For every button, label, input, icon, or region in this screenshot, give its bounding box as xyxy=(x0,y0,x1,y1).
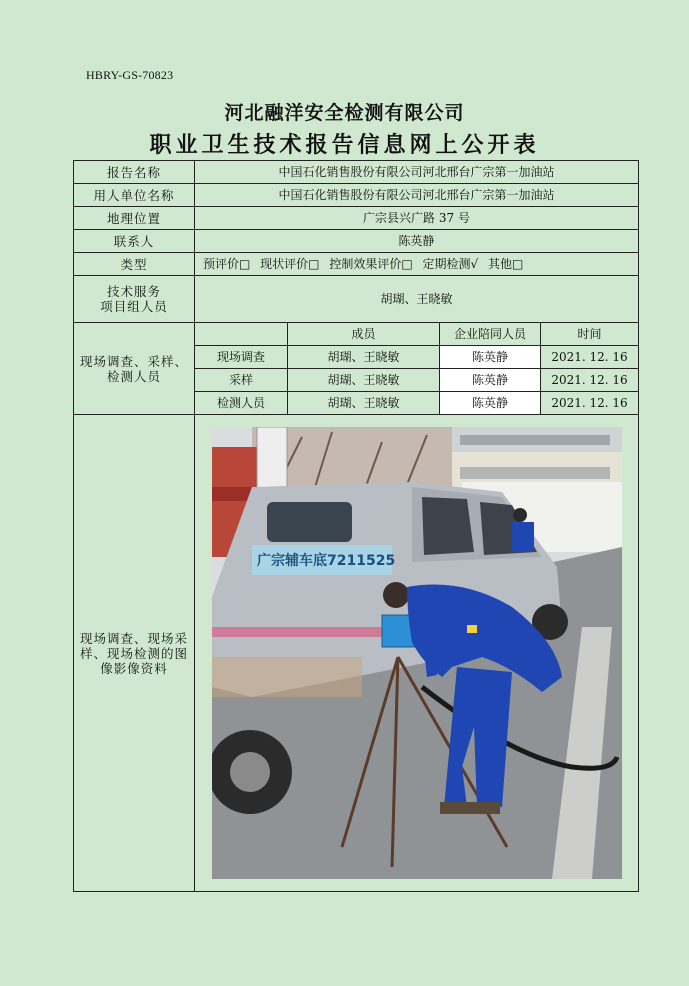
survey-members: 胡瑚、王晓敏 xyxy=(288,346,440,369)
station-pillar xyxy=(257,427,287,492)
employer-value: 中国石化销售股份有限公司河北邢台广宗第一加油站 xyxy=(195,184,639,207)
report-name-label: 报告名称 xyxy=(74,161,195,184)
images-label xyxy=(74,415,195,892)
images-label-line3: 像影像资料 xyxy=(100,660,168,676)
row-team xyxy=(74,276,639,323)
type-option-control-effect: 控制效果评价□ xyxy=(329,256,413,271)
type-label: 类型 xyxy=(74,253,195,276)
page-title: 职业卫生技术报告信息网上公开表 xyxy=(149,132,540,158)
row-location xyxy=(74,207,639,230)
images-label-line2: 样、现场检测的图 xyxy=(79,645,188,661)
survey-escort: 陈英静 xyxy=(440,369,541,392)
survey-date: 2021. 12. 16 xyxy=(541,369,639,392)
survey-date: 2021. 12. 16 xyxy=(541,392,639,415)
document-code: HBRY-GS-70823 xyxy=(86,68,174,82)
survey-role: 现场调查 xyxy=(195,346,288,369)
survey-header-row xyxy=(74,323,639,346)
type-options xyxy=(195,253,639,276)
survey-members: 胡瑚、王晓敏 xyxy=(288,392,440,415)
images-label-line1: 现场调查、现场采 xyxy=(79,630,188,646)
type-option-pre-evaluation: 预评价□ xyxy=(203,256,251,271)
row-employer xyxy=(74,184,639,207)
team-label-line1: 技术服务 xyxy=(106,284,161,299)
team-label-line2: 项目组人员 xyxy=(100,299,168,314)
row-images xyxy=(74,415,639,892)
row-type xyxy=(74,253,639,276)
survey-label-line1: 现场调查、采样、 xyxy=(79,353,188,369)
employer-label: 用人单位名称 xyxy=(74,184,195,207)
type-option-status-evaluation: 现状评价□ xyxy=(260,256,320,271)
report-table xyxy=(73,160,639,892)
survey-escort: 陈英静 xyxy=(440,346,541,369)
location-value: 广宗县兴广路 37 号 xyxy=(195,207,639,230)
survey-header-members: 成员 xyxy=(288,323,440,346)
site-photo xyxy=(212,427,622,879)
survey-header-blank xyxy=(195,323,288,346)
row-report-name xyxy=(74,161,639,184)
survey-date: 2021. 12. 16 xyxy=(541,346,639,369)
company-name: 河北融洋安全检测有限公司 xyxy=(224,102,465,124)
survey-members: 胡瑚、王晓敏 xyxy=(288,369,440,392)
photo-cell xyxy=(195,415,639,892)
team-label xyxy=(74,276,195,323)
survey-role: 采样 xyxy=(195,369,288,392)
contact-label: 联系人 xyxy=(74,230,195,253)
survey-header-date: 时间 xyxy=(541,323,639,346)
type-option-other: 其他□ xyxy=(488,256,524,271)
survey-escort: 陈英静 xyxy=(440,392,541,415)
truck-plate: 广宗辅车底7211525 xyxy=(256,553,395,569)
survey-role: 检测人员 xyxy=(195,392,288,415)
row-contact xyxy=(74,230,639,253)
report-name-value: 中国石化销售股份有限公司河北邢台广宗第一加油站 xyxy=(195,161,639,184)
survey-label xyxy=(74,323,195,415)
survey-header-escort: 企业陪同人员 xyxy=(440,323,541,346)
team-value: 胡瑚、王晓敏 xyxy=(195,276,639,323)
location-label: 地理位置 xyxy=(74,207,195,230)
survey-label-line2: 检测人员 xyxy=(106,368,161,384)
contact-value: 陈英静 xyxy=(195,230,639,253)
type-option-periodic-testing: 定期检测√ xyxy=(422,256,479,271)
